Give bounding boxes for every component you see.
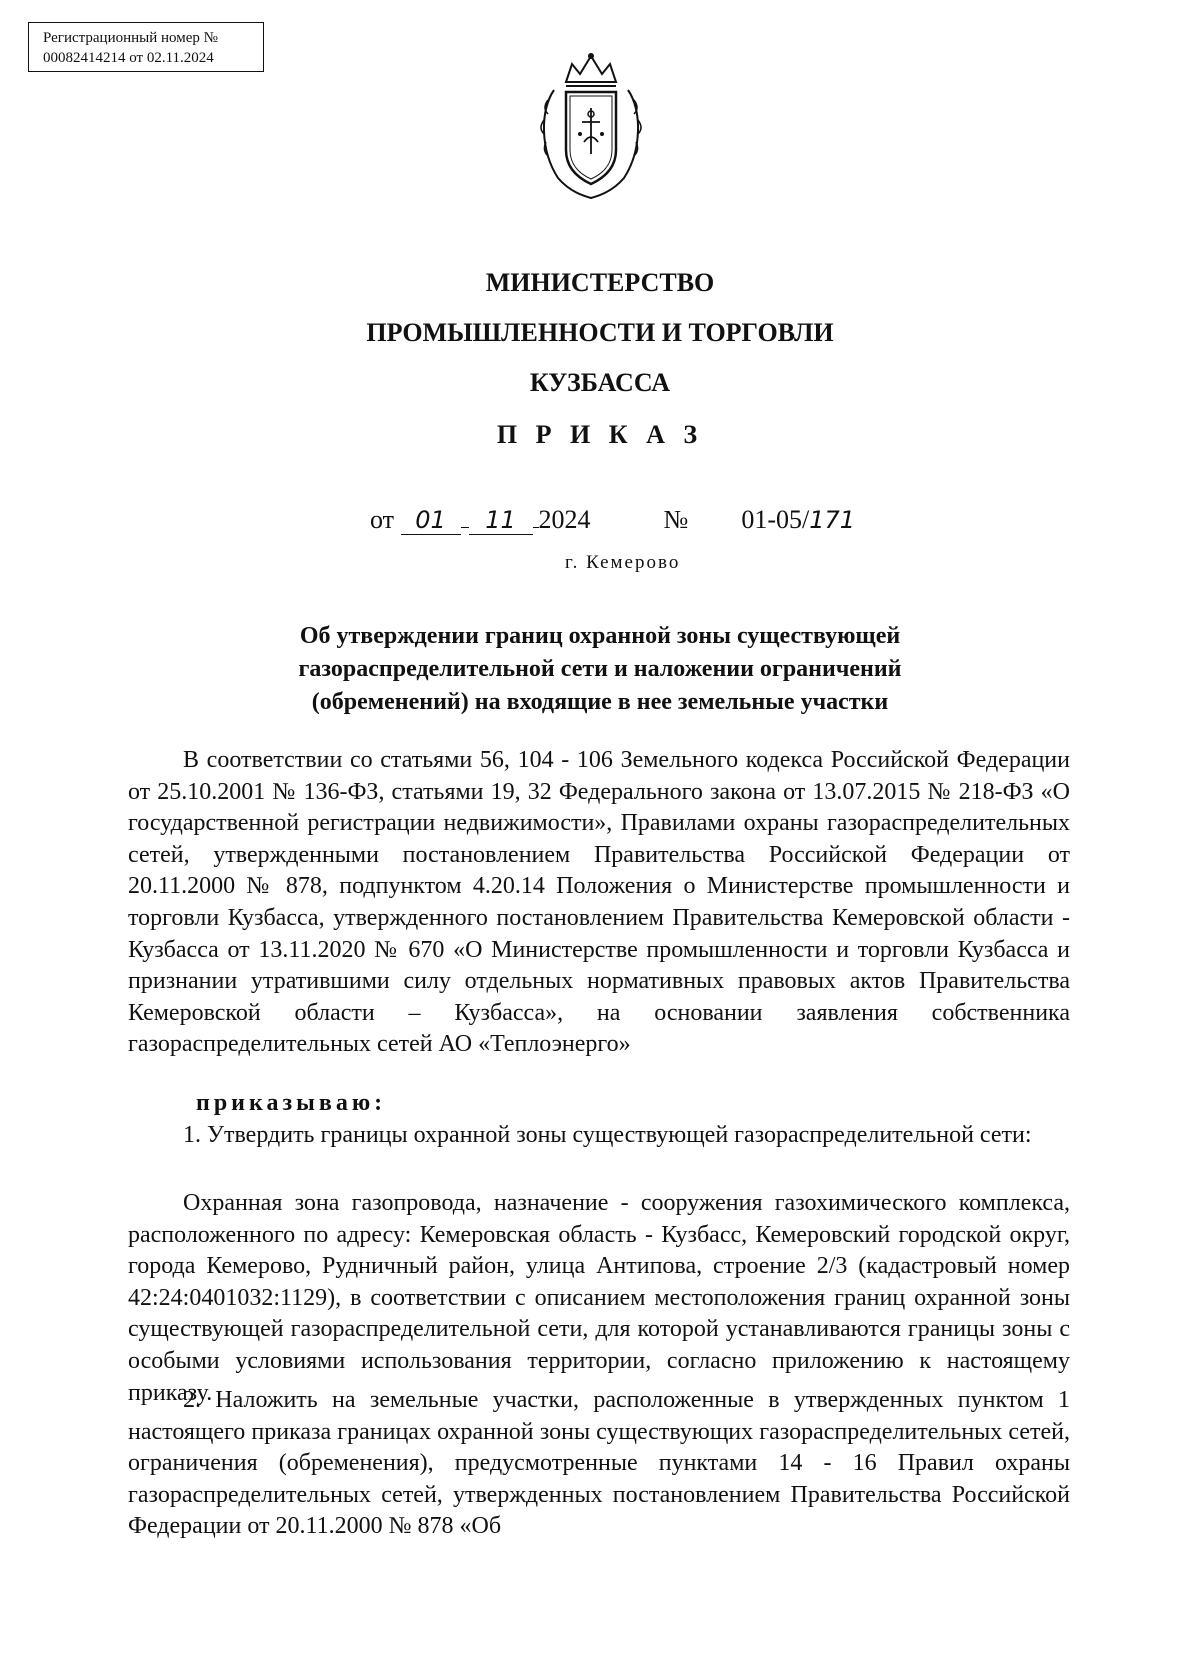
subject-line-3: (обременений) на входящие в нее земельные участки [311, 689, 889, 715]
item-1-detail-text: Охранная зона газопровода, назначение - сооружения газохимического комплекса, расположенного по адресу: Кемеровская область - Кузбасс, Кемеровский городской округ, города Кемерово, Рудничный район, улица Антипова, строение 2/3 (кадастровый номер 42:24:0401032:1129), в соответствии с описанием местоположения границ охранной зоны существующей газораспределительной сети, для которой устанавливаются границы зоны с особыми условиями использования территории, согласно приложению к настоящему приказу. [128, 1190, 1070, 1406]
order-subject [0, 620, 1200, 719]
item-1-paragraph [128, 1120, 1070, 1152]
preamble-paragraph [128, 745, 1070, 1061]
subject-line-2: газораспределительной сети и наложении ограничений [298, 656, 902, 682]
item-1-detail-paragraph [128, 1188, 1070, 1409]
order-date-number [370, 505, 855, 535]
registration-stamp [28, 22, 264, 72]
city: г. Кемерово [565, 552, 681, 573]
date-year: 2024 [538, 505, 591, 534]
date-month: 11 [469, 506, 533, 535]
number-printed: 01-05/ [741, 505, 810, 534]
registration-line-2: 00082414214 от 02.11.2024 [43, 50, 214, 66]
date-day: 01 [401, 506, 461, 535]
registration-line-1: Регистрационный номер № [43, 30, 218, 46]
ministry-line-2: ПРОМЫШЛЕННОСТИ И ТОРГОВЛИ [366, 318, 834, 347]
item-1-text: 1. Утвердить границы охранной зоны существующей газораспределительной сети: [183, 1122, 1032, 1148]
ministry-header [0, 258, 1200, 408]
item-2-text: 2. Наложить на земельные участки, расположенные в утвержденных пунктом 1 настоящего приказа границах охранной зоны существующих газораспределительных сетей, ограничения (обременения), предусмотренные пунктами 14 - 16 Правил охраны газораспределительных сетей, утвержденных постановлением Правительства Российской Федерации от 20.11.2000 № 878 «Об [128, 1387, 1070, 1540]
preamble-text: В соответствии со статьями 56, 104 - 106 Земельного кодекса Российской Федерации от 25.10.2001 № 136-ФЗ, статьями 19, 32 Федерального закона от 13.07.2015 № 218-ФЗ «О государственной регистрации недвижимости», Правилами охраны газораспределительных сетей, утвержденными постановлением Правительства Российской Федерации от 20.11.2000 № 878, подпунктом 4.20.14 Положения о Министерстве промышленности и торговли Кузбасса, утвержденного постановлением Правительства Кемеровской области - Кузбасса от 13.11.2020 № 670 «О Министерстве промышленности и торговли Кузбасса и признании утратившими силу отдельных нормативных правовых актов Правительства Кемеровской области – Кузбасса», на основании заявления собственника газораспределительных сетей АО «Теплоэнерго» [128, 747, 1070, 1058]
number-handwritten: 171 [809, 506, 856, 534]
ministry-line-1: МИНИСТЕРСТВО [485, 268, 715, 297]
coat-of-arms-icon [536, 50, 646, 200]
order-title: П Р И К А З [496, 420, 704, 449]
decree-word: приказываю: [196, 1090, 387, 1116]
date-prefix: от [370, 505, 395, 534]
item-2-paragraph [128, 1385, 1070, 1543]
ministry-line-3: КУЗБАССА [529, 368, 671, 397]
number-label: № [663, 505, 689, 534]
subject-line-1: Об утверждении границ охранной зоны существующей [299, 623, 901, 649]
